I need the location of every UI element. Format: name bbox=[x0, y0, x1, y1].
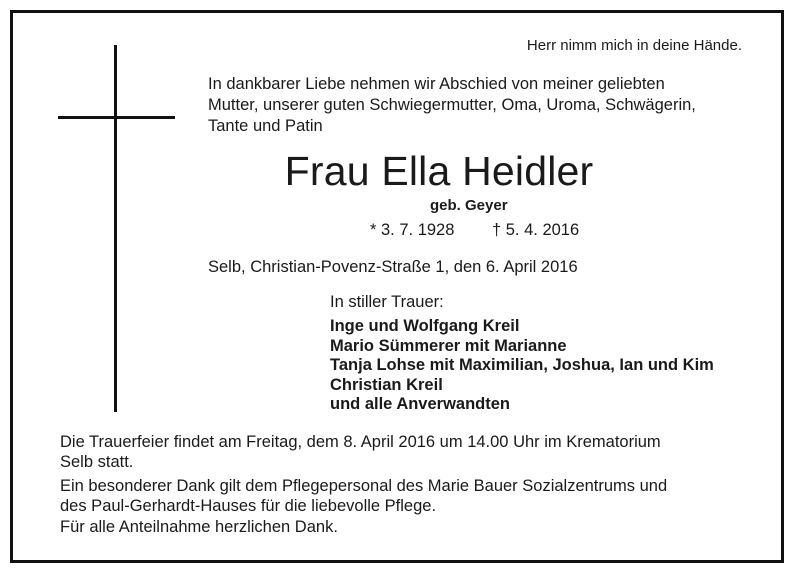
motto: Herr nimm mich in deine Hände. bbox=[526, 37, 742, 54]
mourner-name: Tanja Lohse mit Maximilian, Joshua, Ian und Kim bbox=[330, 356, 714, 374]
thanks-line: des Paul-Gerhardt-Hauses für die liebevolle Pflege. bbox=[60, 497, 437, 515]
death-date: † 5. 4. 2016 bbox=[492, 221, 580, 239]
closing-thanks: Für alle Anteilnahme herzlichen Dank. bbox=[60, 518, 338, 536]
funeral-line: Selb statt. bbox=[60, 453, 134, 471]
funeral-line: Die Trauerfeier findet am Freitag, dem 8. April 2016 um 14.00 Uhr im Krematorium bbox=[60, 433, 661, 451]
cross-horizontal-bar bbox=[58, 116, 175, 119]
intro-line: Mutter, unserer guten Schwiegermutter, Oma, Uroma, Schwägerin, bbox=[208, 96, 696, 114]
mourner-name: Mario Sümmerer mit Marianne bbox=[330, 336, 567, 355]
mourner-name: und alle Anverwandten bbox=[330, 395, 511, 413]
mourner-name: Inge und Wolfgang Kreil bbox=[330, 317, 520, 335]
thanks-notice bbox=[60, 476, 667, 516]
place-and-date: Selb, Christian-Povenz-Straße 1, den 6. April 2016 bbox=[208, 258, 578, 276]
mourner-list bbox=[330, 317, 714, 415]
intro-line: Tante und Patin bbox=[208, 117, 323, 135]
intro-line: In dankbarer Liebe nehmen wir Abschied von meiner geliebten bbox=[208, 75, 665, 93]
funeral-notice bbox=[60, 432, 661, 472]
cross-vertical-bar bbox=[114, 45, 117, 412]
intro-text bbox=[208, 74, 696, 137]
birth-date: * 3. 7. 1928 bbox=[370, 221, 455, 239]
thanks-line: Ein besonderer Dank gilt dem Pflegepersonal des Marie Bauer Sozialzentrums und bbox=[60, 477, 668, 495]
deceased-name: Frau Ella Heidler bbox=[284, 148, 594, 194]
mourner-name: Christian Kreil bbox=[330, 375, 443, 394]
birth-name: geb. Geyer bbox=[430, 197, 508, 214]
mourning-label: In stiller Trauer: bbox=[330, 293, 444, 311]
